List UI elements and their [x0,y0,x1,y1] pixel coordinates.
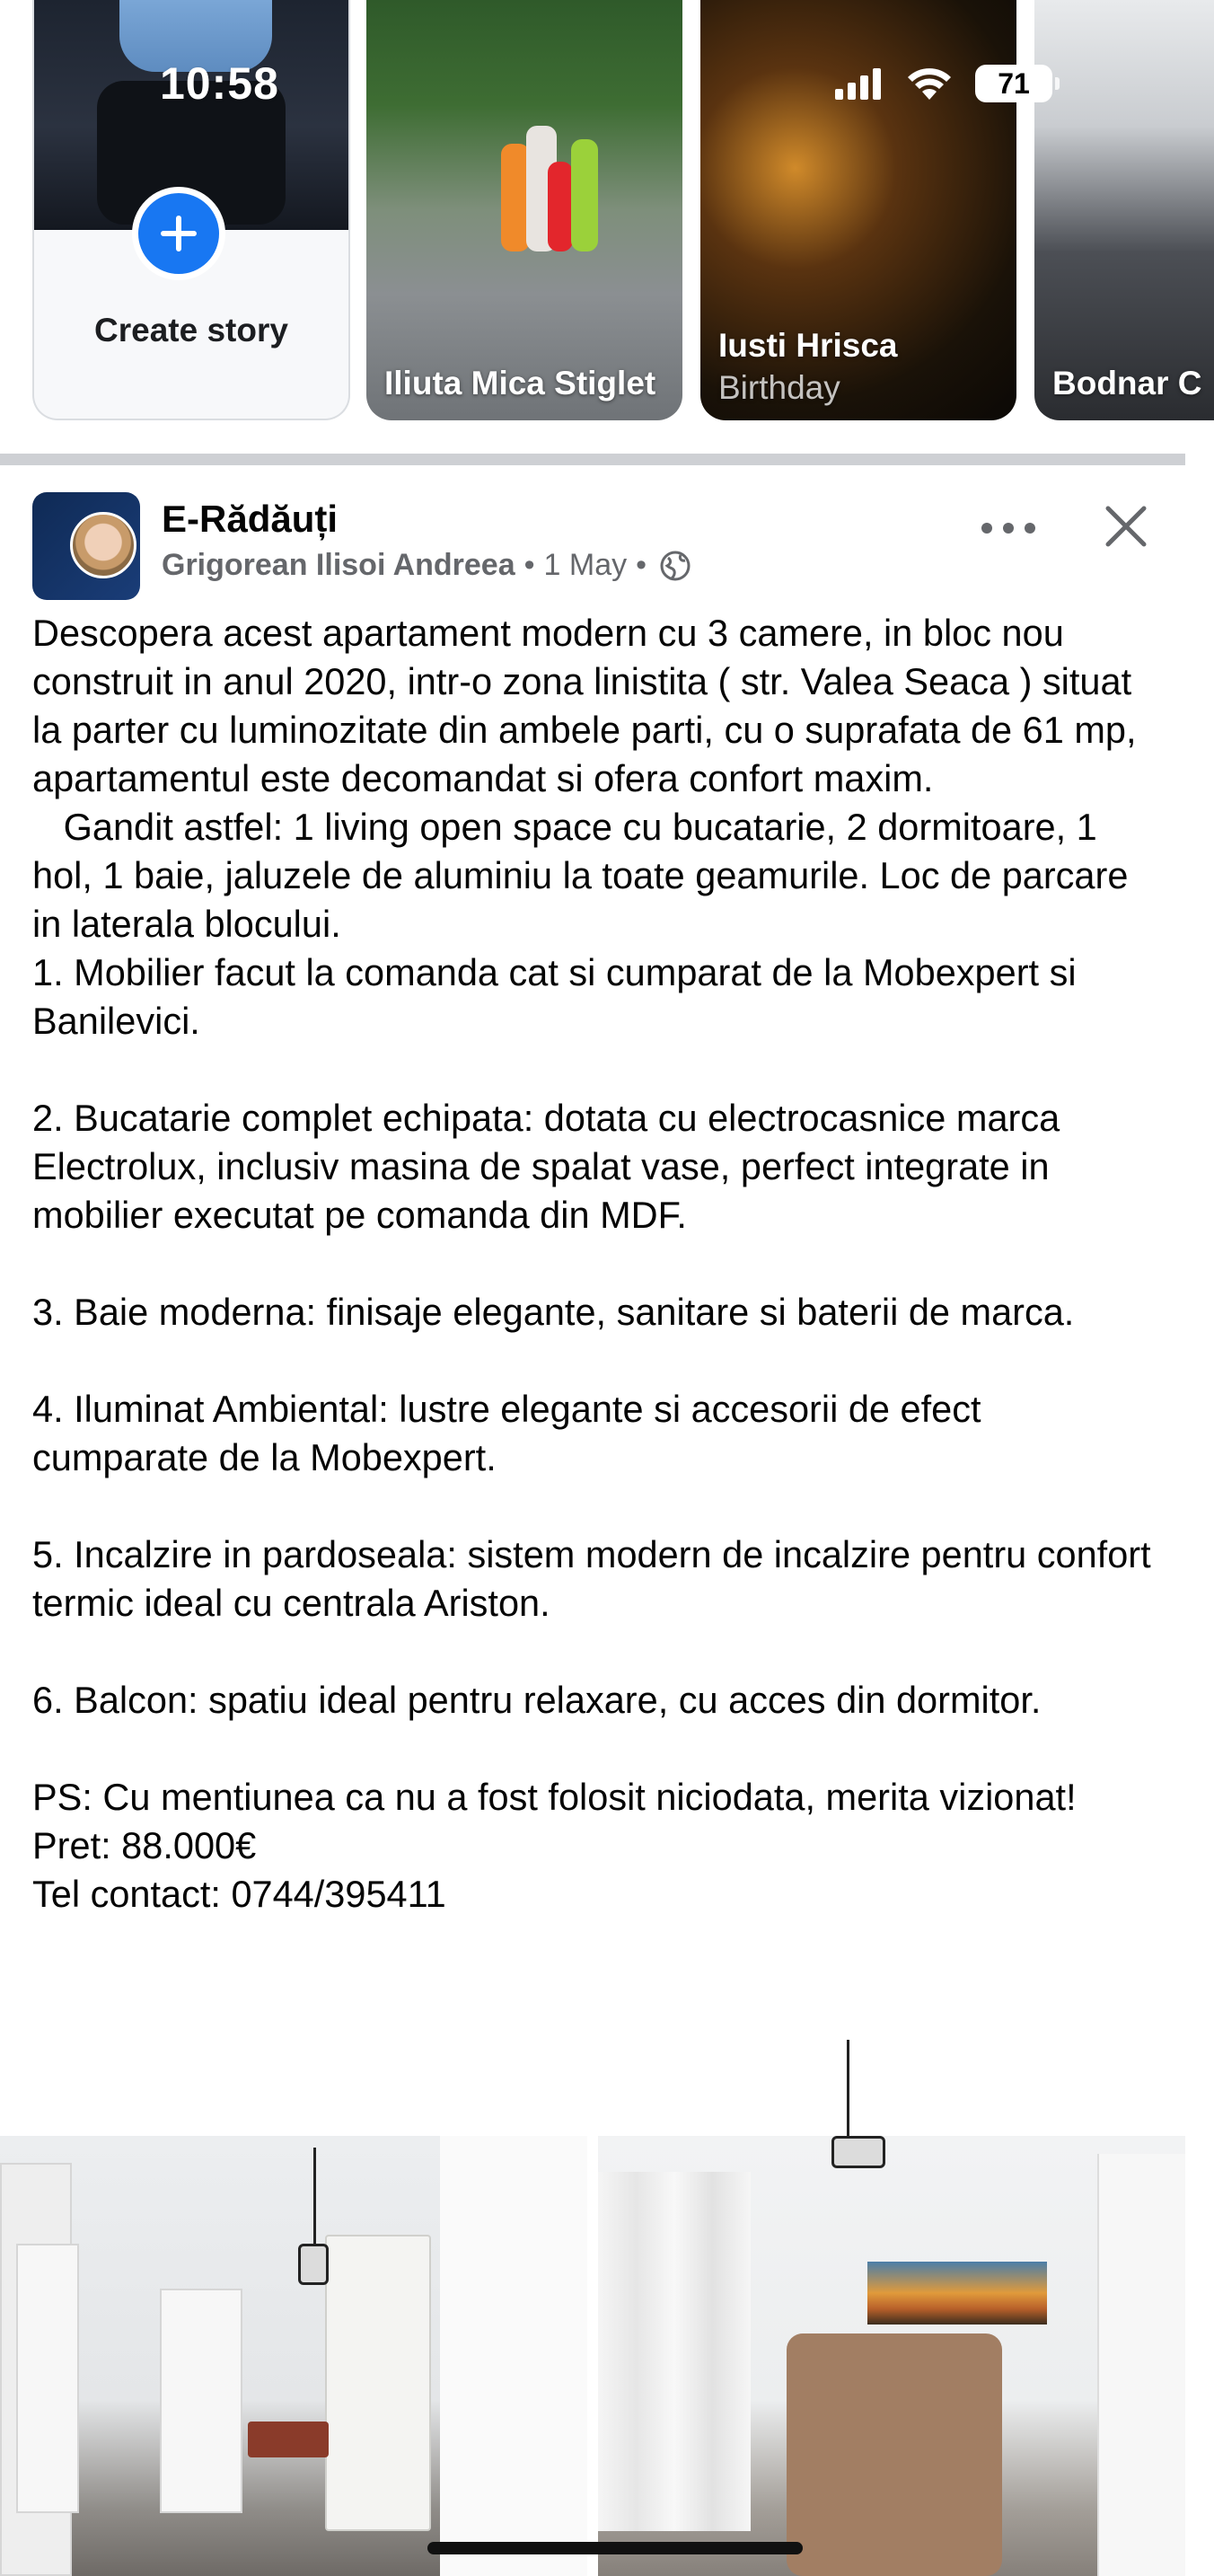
close-icon[interactable] [1101,501,1151,551]
meta-separator: • [523,548,535,582]
section-divider [0,454,1185,465]
globe-icon [659,550,691,582]
author-name[interactable]: Grigorean Ilisoi Andreea [162,548,515,582]
story-subtitle: Birthday [718,369,840,406]
wifi-icon [905,66,954,101]
stories-tray[interactable] [0,0,1202,454]
story-author-name: Bodnar C [1052,365,1202,401]
cellular-signal-icon [835,67,884,100]
post-header [0,465,1185,600]
home-indicator[interactable] [427,2542,803,2554]
post-date[interactable]: 1 May [543,548,628,582]
post-photos[interactable] [0,2136,1185,2576]
meta-separator: • [636,548,647,582]
story-card[interactable] [366,0,682,420]
post-meta [162,548,691,583]
post-text: Descopera acest apartament modern cu 3 camere, in bloc nou construit in anul 2020, intr-o zona linistita ( str. Valea Seaca ) situat la parter cu luminozitate din ambele parti, cu o suprafata de 61 mp, apartamentul este decomandat si ofera confort maxim. Gandit astfel: 1 living open space cu bucatarie, 2 dormitoare, 1 hol, 1 baie, jaluzele de aluminiu la toate geamurile. Loc de parcare in laterala blocului. 1. Mobilier facut la comanda cat si cumparat de la Mobexpert si Banilevici. 2. Bucatarie complet echipata: dotata cu electrocasnice marca Electrolux, inclusiv masina de spalat vase, perfect integrate in mobilier executat pe comanda din MDF. 3. Baie moderna: finisaje elegante, sanitare si baterii de marca. 4. Iluminat Ambiental: lustre elegante si accesorii de efect cumparate de la Mobexpert. 5. Incalzire in pardoseala: sistem modern de incalzire pentru confort termic ideal cu centrala Ariston. 6. Balcon: spatiu ideal pentru relaxare, cu acces din dormitor. PS: Cu mentiunea ca nu a fost folosit niciodata, merita vizionat! Pret: 88.000€ Tel contact: 0744/395411 [32,612,1151,1915]
story-image [501,117,600,251]
create-story-label: Create story [94,312,288,348]
page-name[interactable]: E-Rădăuți [162,498,339,540]
post-photo[interactable] [598,2136,1185,2576]
status-time: 10:58 [160,58,279,109]
status-icons [835,65,1052,102]
story-author-name: Iliuta Mica Stiglet [384,365,656,401]
more-options-icon[interactable] [977,510,1040,546]
plus-icon[interactable] [132,187,225,280]
story-card[interactable] [700,0,1016,420]
post-photo[interactable] [0,2136,587,2576]
story-card[interactable] [1034,0,1214,420]
story-author-name: Iusti Hrisca [718,327,898,364]
page-avatar[interactable] [32,492,140,600]
battery-icon: 71 [975,65,1052,102]
